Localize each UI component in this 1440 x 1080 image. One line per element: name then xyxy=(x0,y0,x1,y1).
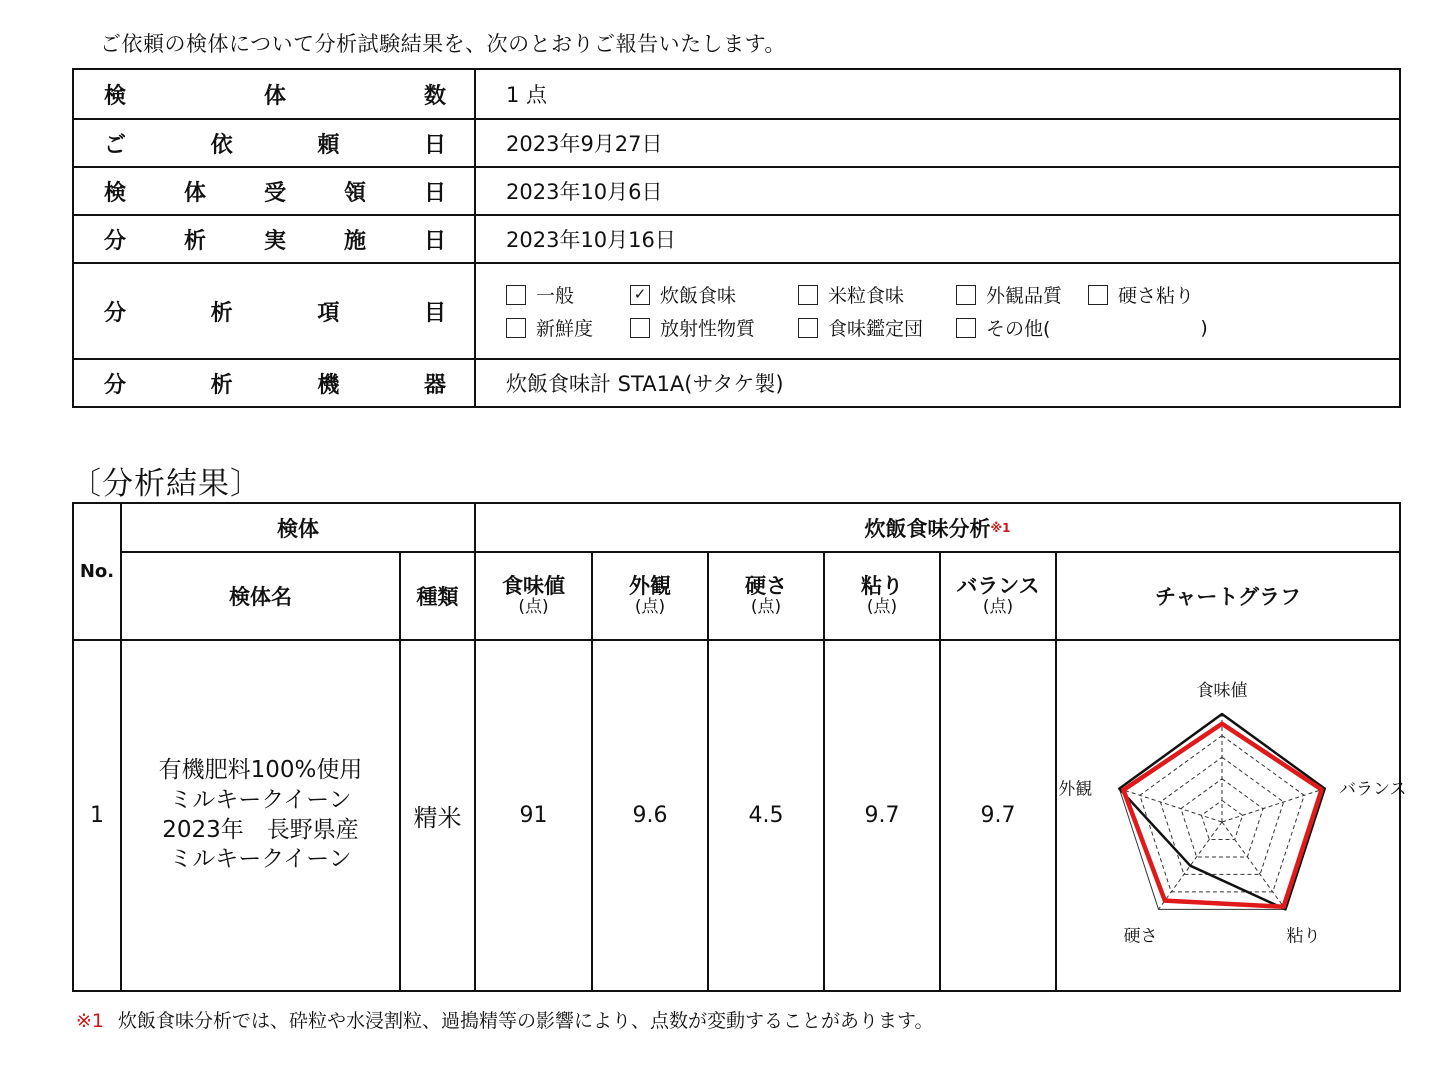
analysis-item xyxy=(1088,281,1208,308)
checkbox[interactable] xyxy=(506,285,526,305)
header-analysis xyxy=(476,504,1399,551)
radar-spoke xyxy=(1222,788,1325,821)
intro-text: ご依頼の検体について分析試験結果を、次のとおりご報告いたします。 xyxy=(100,32,786,56)
value-instrument: 炊飯食味計 STA1A(サタケ製) xyxy=(506,372,784,396)
checkbox[interactable] xyxy=(630,318,650,338)
sample-name-line: 有機肥料100%使用 xyxy=(158,756,363,783)
label-char: 分 xyxy=(104,372,127,398)
analysis-item xyxy=(506,314,630,341)
value-analysis-date: 2023年10月16日 xyxy=(506,228,676,252)
analysis-item-label: 硬さ粘り xyxy=(1118,285,1195,307)
header-taste xyxy=(476,553,591,639)
label-char: 項 xyxy=(317,300,340,326)
analysis-item-label: 新鮮度 xyxy=(536,318,594,340)
radar-axis-label: 硬さ xyxy=(1123,925,1158,946)
checkbox[interactable] xyxy=(506,318,526,338)
label-receipt-date xyxy=(74,168,476,214)
row-no: 1 xyxy=(90,803,104,828)
header-balance xyxy=(941,553,1055,639)
analysis-item xyxy=(956,314,1208,341)
row-hardness: 4.5 xyxy=(748,803,784,828)
header-taste-label: 食味値 xyxy=(502,574,565,599)
row-instrument xyxy=(74,358,1399,406)
header-analysis-label: 炊飯食味分析 xyxy=(864,516,991,541)
label-char: 体 xyxy=(263,83,286,109)
label-char: 数 xyxy=(423,83,446,109)
header-appearance-label: 外観 xyxy=(629,574,671,599)
analysis-item xyxy=(798,314,956,341)
header-stickiness-label: 粘り xyxy=(861,574,903,599)
footnote-text: 炊飯食味分析では、砕粒や水浸割粒、過搗精等の影響により、点数が変動することがあります。 xyxy=(118,1010,934,1032)
header-unit: (点) xyxy=(634,597,666,618)
analysis-item xyxy=(798,281,956,308)
header-unit: (点) xyxy=(866,597,898,618)
label-analysis-date xyxy=(74,216,476,262)
analysis-item-label: 放射性物質 xyxy=(660,318,756,340)
row-receipt-date xyxy=(74,166,1399,214)
label-instrument xyxy=(74,360,476,406)
radar-axis-label: 食味値 xyxy=(1196,680,1248,701)
value-receipt-date: 2023年10月6日 xyxy=(506,180,663,204)
analysis-item-label: 米粒食味 xyxy=(828,285,905,307)
results-section-title: 〔分析結果〕 xyxy=(70,466,262,502)
label-sample-count xyxy=(74,70,476,118)
value-request-date: 2023年9月27日 xyxy=(506,132,663,156)
row-analysis-date xyxy=(74,214,1399,262)
row-sample-name xyxy=(122,641,399,990)
label-char: 機 xyxy=(317,372,340,398)
header-hardness xyxy=(709,553,823,639)
checkbox[interactable] xyxy=(798,318,818,338)
row-chart xyxy=(1057,641,1407,990)
header-hardness-label: 硬さ xyxy=(745,574,787,599)
label-char: 日 xyxy=(423,228,446,254)
footnote xyxy=(76,1006,934,1033)
header-appearance xyxy=(593,553,707,639)
row-balance: 9.7 xyxy=(980,803,1016,828)
analysis-item-label: 食味鑑定団 xyxy=(828,318,924,340)
header-kind: 種類 xyxy=(416,585,459,609)
radar-axis-label: 粘り xyxy=(1286,925,1321,946)
analysis-item xyxy=(506,281,630,308)
header-unit: (点) xyxy=(982,597,1014,618)
analysis-item-label: その他( xyxy=(986,318,1051,340)
row-taste: 91 xyxy=(519,803,548,828)
header-sample-name: 検体名 xyxy=(229,585,292,609)
label-char: 体 xyxy=(183,180,206,206)
label-char: 器 xyxy=(423,372,446,398)
analysis-item-label: 一般 xyxy=(536,285,575,307)
checkbox[interactable] xyxy=(956,318,976,338)
label-char: 分 xyxy=(104,300,127,326)
checkbox[interactable] xyxy=(1088,285,1108,305)
radar-chart xyxy=(1058,646,1407,986)
label-char: 目 xyxy=(423,300,446,326)
label-char: 頼 xyxy=(317,132,340,158)
radar-axis-label: バランス xyxy=(1338,779,1407,800)
row-sample-count xyxy=(74,70,1399,118)
label-char: 日 xyxy=(423,180,446,206)
radar-axis-label: 外観 xyxy=(1058,779,1093,800)
label-char: 析 xyxy=(210,300,233,326)
analysis-item xyxy=(630,281,798,308)
analysis-item-checkboxes xyxy=(506,281,1208,341)
analysis-item-label: 炊飯食味 xyxy=(660,285,737,307)
label-char: 領 xyxy=(343,180,366,206)
label-char: 分 xyxy=(104,228,127,254)
label-char: 検 xyxy=(104,180,127,206)
sample-name-line: ミルキークイーン xyxy=(169,846,352,873)
label-request-date xyxy=(74,120,476,166)
row-stickiness: 9.7 xyxy=(864,803,900,828)
label-char: ご xyxy=(104,132,127,158)
row-request-date xyxy=(74,118,1399,166)
label-char: 日 xyxy=(423,132,446,158)
row-appearance: 9.6 xyxy=(632,803,668,828)
info-table xyxy=(72,68,1401,408)
label-char: 検 xyxy=(104,83,127,109)
header-chart: チャートグラフ xyxy=(1155,585,1301,609)
label-char: 受 xyxy=(263,180,286,206)
header-unit: (点) xyxy=(750,597,782,618)
value-sample-count: 1 点 xyxy=(506,83,548,107)
label-analysis-items xyxy=(74,264,476,358)
radar-spoke xyxy=(1222,822,1285,909)
label-char: 析 xyxy=(210,372,233,398)
checkbox[interactable] xyxy=(798,285,818,305)
row-analysis-items xyxy=(74,262,1399,358)
row-kind: 精米 xyxy=(413,804,462,832)
footnote-ref: ※1 xyxy=(990,520,1011,535)
sample-name-line: ミルキークイーン xyxy=(169,786,352,813)
header-stickiness xyxy=(825,553,939,639)
other-close-paren: ) xyxy=(1200,316,1208,339)
checkbox[interactable] xyxy=(956,285,976,305)
header-balance-label: バランス xyxy=(956,574,1040,599)
header-unit: (点) xyxy=(518,597,549,618)
label-char: 依 xyxy=(210,132,233,158)
header-sample: 検体 xyxy=(277,516,319,541)
analysis-item-label: 外観品質 xyxy=(986,285,1063,307)
label-char: 施 xyxy=(343,228,366,254)
label-char: 実 xyxy=(263,228,286,254)
footnote-mark: ※1 xyxy=(76,1010,105,1032)
checked-checkbox[interactable]: ✓ xyxy=(630,285,650,305)
analysis-item xyxy=(956,281,1088,308)
header-no: No. xyxy=(79,561,115,582)
sample-name-line: 2023年 長野県産 xyxy=(162,816,359,843)
label-char: 析 xyxy=(183,228,206,254)
analysis-item xyxy=(630,314,798,341)
results-table xyxy=(72,502,1407,992)
value-analysis-items xyxy=(476,264,1399,358)
